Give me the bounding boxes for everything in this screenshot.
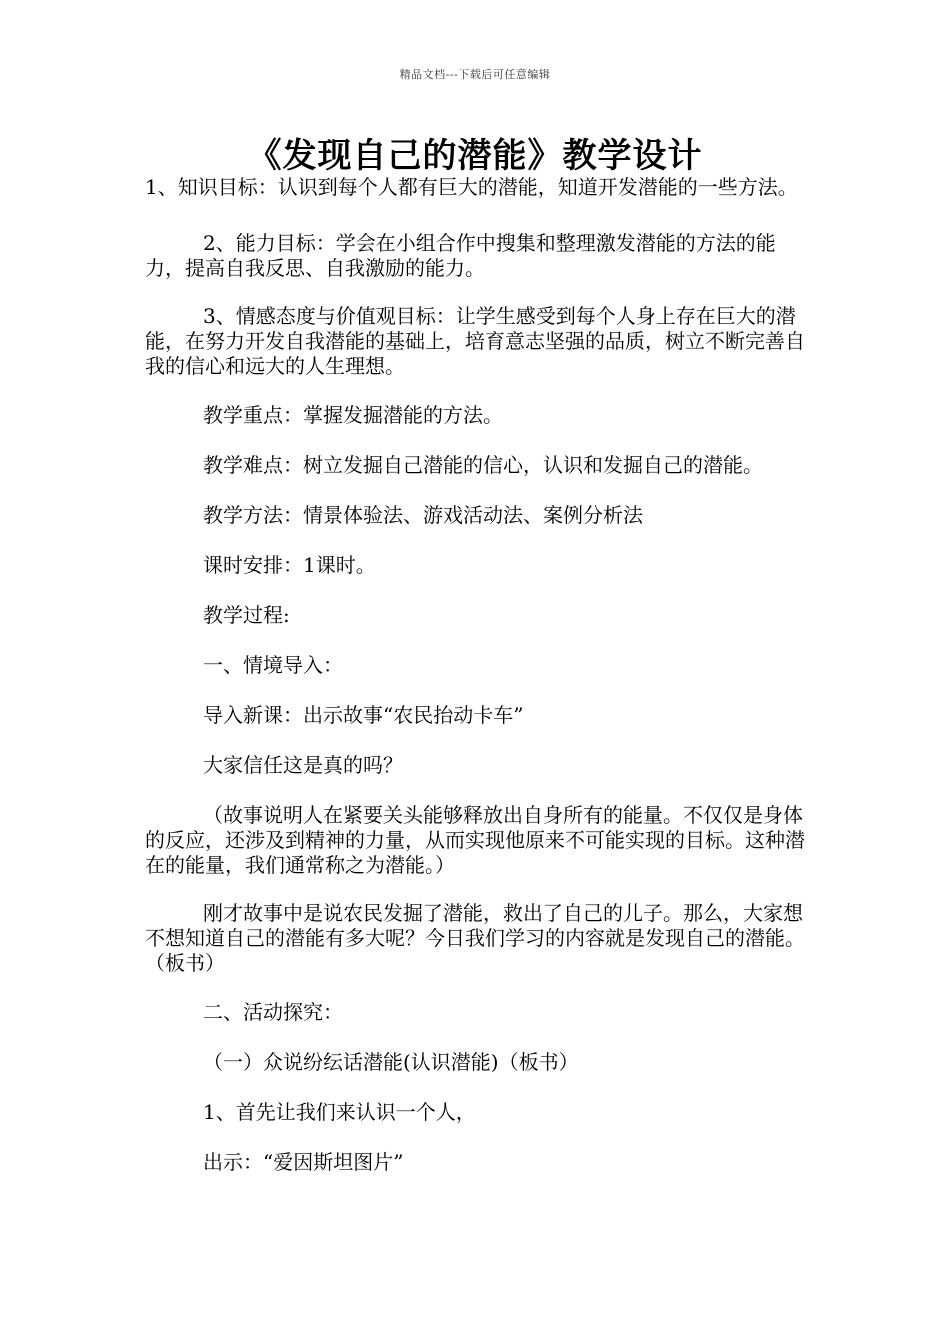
paragraph-story-summary: 刚才故事中是说农民发掘了潜能，救出了自己的儿子。那么，大家想不想知道自己的潜能有多大呢？今日我们学习的内容就是发现自己的潜能。（板书） [145, 901, 805, 975]
header-note: 精品文档---下载后可任意编辑 [399, 68, 551, 81]
document-title: 《发现自己的潜能》教学设计 [247, 136, 703, 176]
paragraph-knowledge-goal: 1、知识目标：认识到每个人都有巨大的潜能，知道开发潜能的一些方法。 [145, 175, 798, 199]
section-heading-activity: 二、活动探究： [203, 1000, 343, 1024]
paragraph-question: 大家信任这是真的吗？ [203, 753, 403, 777]
paragraph-show-picture: 出示：“爱因斯坦图片” [203, 1150, 404, 1174]
paragraph-story-explanation: （故事说明人在紧要关头能够释放出自身所有的能量。不仅仅是身体的反应，还涉及到精神的力量，从而实现他原来不可能实现的目标。这种潜在的能量，我们通常称之为潜能。） [145, 803, 805, 877]
paragraph-difficult-point: 教学难点：树立发掘自己潜能的信心，认识和发掘自己的潜能。 [203, 453, 763, 477]
paragraph-emotion-goal: 3、情感态度与价值观目标：让学生感受到每个人身上存在巨大的潜能，在努力开发自我潜能的基础上，培育意志坚强的品质，树立不断完善自我的信心和远大的人生理想。 [145, 304, 805, 378]
paragraph-teaching-method: 教学方法：情景体验法、游戏活动法、案例分析法 [203, 503, 643, 527]
document-body [145, 175, 813, 1175]
section-heading-intro: 一、情境导入： [203, 653, 343, 677]
subsection-heading-know-potential: （一）众说纷纭话潜能(认识潜能)（板书） [203, 1050, 579, 1074]
paragraph-class-hours: 课时安排：1课时。 [203, 553, 376, 577]
paragraph-new-lesson: 导入新课：出示故事“农民抬动卡车” [203, 703, 524, 727]
paragraph-key-point: 教学重点：掌握发掘潜能的方法。 [203, 403, 503, 427]
paragraph-ability-goal: 2、能力目标：学会在小组合作中搜集和整理激发潜能的方法的能力，提高自我反思、自我激励的能力。 [145, 231, 776, 280]
paragraph-step-one: 1、首先让我们来认识一个人， [203, 1100, 476, 1124]
paragraph-teaching-process: 教学过程: [203, 603, 290, 627]
